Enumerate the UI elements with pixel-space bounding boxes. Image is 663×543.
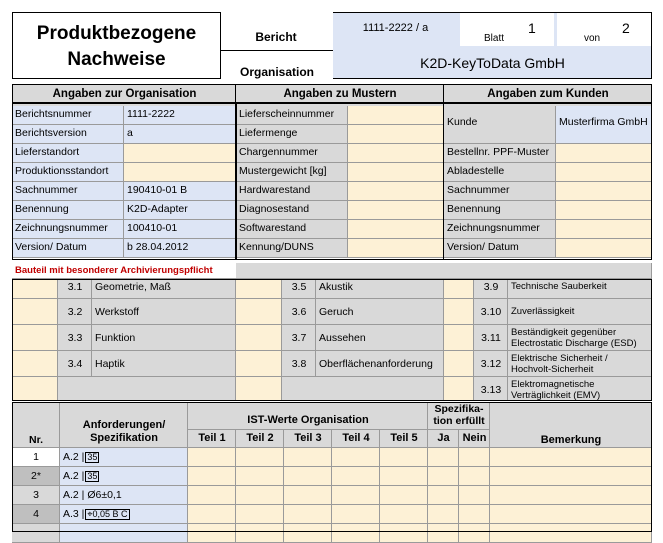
category-checkbox[interactable] [444, 351, 474, 377]
row-spec-text: A.2 | Ø6±0,1 [63, 489, 122, 501]
section-org: Angaben zur Organisation [12, 84, 236, 103]
org-row-value[interactable]: K2D-Adapter [124, 201, 236, 220]
muster-row-label: Chargennummer [236, 144, 348, 163]
kunde-row-label: Abladestelle [444, 163, 556, 182]
muster-row-value[interactable] [348, 144, 444, 163]
category-number: 3.7 [282, 325, 316, 351]
org-row-value[interactable]: 190410-01 B [124, 182, 236, 201]
von-label: von [584, 33, 601, 44]
teil-value-cell[interactable] [188, 524, 236, 543]
bemerkung-cell[interactable] [490, 486, 652, 505]
category-label: Werkstoff [92, 299, 236, 325]
org-row-label: Berichtsnummer [12, 106, 124, 125]
tolerance-box: 35 [87, 471, 98, 481]
kunde-row-label: Bestellnr. PPF-Muster [444, 144, 556, 163]
org-row-value[interactable]: b 28.04.2012 [124, 239, 236, 258]
kunde-row-label: Kunde [444, 106, 556, 144]
category-checkbox[interactable] [236, 325, 282, 351]
muster-row-label: Mustergewicht [kg] [236, 163, 348, 182]
ja-checkbox[interactable] [428, 486, 459, 505]
nein-checkbox[interactable] [459, 505, 490, 524]
category-checkbox[interactable] [12, 377, 58, 401]
teil-value-cell[interactable] [236, 505, 284, 524]
category-checkbox[interactable] [236, 351, 282, 377]
category-label-line1: Technische Sauberkeit [511, 281, 607, 292]
org-row-value[interactable] [124, 144, 236, 163]
teil-value-cell[interactable] [284, 486, 332, 505]
muster-row-label: Kennung/DUNS [236, 239, 348, 258]
category-number: 3.10 [474, 299, 508, 325]
kunde-row-value[interactable] [556, 163, 652, 182]
row-number: 4 [12, 505, 60, 524]
teil-value-cell[interactable] [380, 467, 428, 486]
org-row-value[interactable]: 100410-01 [124, 220, 236, 239]
blatt-box [460, 13, 554, 46]
teil-value-cell[interactable] [380, 486, 428, 505]
category-checkbox[interactable] [236, 377, 282, 401]
teil-value-cell[interactable] [188, 486, 236, 505]
teil-value-cell[interactable] [188, 467, 236, 486]
org-row-value[interactable] [124, 163, 236, 182]
teil-value-cell[interactable] [236, 448, 284, 467]
info-spacer [12, 103, 652, 106]
category-number: 3.9 [474, 279, 508, 299]
row-spec[interactable] [60, 505, 188, 524]
category-label-line2: Electrostatic Discharge (ESD) [511, 338, 637, 349]
category-label [508, 299, 652, 325]
row-number: 3 [12, 486, 60, 505]
row-spec[interactable] [60, 524, 188, 543]
teil-value-cell[interactable] [284, 505, 332, 524]
org-row-label: Lieferstandort [12, 144, 124, 163]
title-line2: Nachweise [67, 49, 166, 70]
teil-header: Teil 2 [236, 430, 284, 448]
org-row-label: Benennung [12, 201, 124, 220]
teil-value-cell[interactable] [332, 467, 380, 486]
kunde-row-label: Benennung [444, 201, 556, 220]
category-label: Geruch [316, 299, 444, 325]
kunde-row-value[interactable] [556, 239, 652, 258]
teil-value-cell[interactable] [188, 448, 236, 467]
muster-row-value[interactable] [348, 182, 444, 201]
organisation-label: Organisation [239, 65, 314, 79]
category-label: Geometrie, Maß [92, 279, 236, 299]
category-checkbox[interactable] [444, 325, 474, 351]
category-checkbox[interactable] [444, 279, 474, 299]
category-label-line1: Elektromagnetische [511, 379, 595, 390]
org-row-value[interactable]: a [124, 125, 236, 144]
teil-value-cell[interactable] [236, 524, 284, 543]
teil-value-cell[interactable] [380, 505, 428, 524]
category-label-line2: Verträglichkeit (EMV) [511, 390, 601, 401]
anforderungen-header [60, 402, 188, 448]
muster-row-label: Softwarestand [236, 220, 348, 239]
category-label: Akustik [316, 279, 444, 299]
ja-checkbox[interactable] [428, 467, 459, 486]
category-number: 3.13 [474, 377, 508, 401]
category-number: 3.5 [282, 279, 316, 299]
spezifikation-header-line: tion erfüllt [433, 415, 485, 427]
row-spec-text: A.2 | [63, 470, 85, 482]
category-checkbox[interactable] [444, 299, 474, 325]
category-checkbox[interactable] [444, 377, 474, 401]
ja-checkbox[interactable] [428, 448, 459, 467]
ist-werte-header: IST-Werte Organisation [188, 402, 428, 430]
blatt-label: Blatt [484, 33, 505, 44]
category-checkbox[interactable] [12, 279, 58, 299]
bemerkung-cell[interactable] [490, 448, 652, 467]
category-label: Oberflächenanforderung [316, 351, 444, 377]
bemerkung-header: Bemerkung [490, 402, 652, 448]
muster-row-value[interactable] [348, 201, 444, 220]
nr-header: Nr. [12, 402, 60, 448]
muster-row-value[interactable] [348, 220, 444, 239]
kunde-row-value[interactable] [556, 220, 652, 239]
header-divider [221, 50, 333, 51]
category-label: Haptik [92, 351, 236, 377]
section-kunde: Angaben zum Kunden [444, 84, 652, 103]
row-spec[interactable] [60, 467, 188, 486]
von-value: 2 [622, 20, 630, 36]
category-label-line1: Zuverlässigkeit [511, 306, 575, 317]
muster-row-value[interactable] [348, 163, 444, 182]
teil-value-cell[interactable] [332, 524, 380, 543]
org-row-label: Sachnummer [12, 182, 124, 201]
muster-row-label: Lieferscheinnummer [236, 106, 348, 125]
title-line1: Produktbezogene [36, 23, 197, 44]
archiv-fill [236, 263, 652, 279]
category-label [508, 377, 652, 401]
tolerance-box: 35 [87, 452, 98, 462]
von-box [557, 13, 651, 46]
muster-row-label: Liefermenge [236, 125, 348, 144]
category-number: 3.3 [58, 325, 92, 351]
nein-checkbox[interactable] [459, 486, 490, 505]
category-label: Aussehen [316, 325, 444, 351]
category-number: 3.1 [58, 279, 92, 299]
nein-header: Nein [459, 430, 490, 448]
section-muster: Angaben zu Mustern [236, 84, 444, 103]
company-name: K2D-KeyToData GmbH [420, 55, 565, 71]
blatt-value: 1 [528, 20, 536, 36]
category-number: 3.4 [58, 351, 92, 377]
teil-value-cell[interactable] [284, 524, 332, 543]
category-label [508, 325, 652, 351]
category-checkbox[interactable] [12, 299, 58, 325]
teil-value-cell[interactable] [188, 505, 236, 524]
category-checkbox[interactable] [12, 325, 58, 351]
category-label-line1: Beständigkeit gegenüber [511, 327, 617, 338]
row-spec-text: A.2 | [63, 451, 85, 463]
category-label [508, 351, 652, 377]
category-number: 3.11 [474, 325, 508, 351]
category-empty [58, 377, 236, 401]
org-row-label: Berichtsversion [12, 125, 124, 144]
category-number: 3.8 [282, 351, 316, 377]
category-label: Funktion [92, 325, 236, 351]
org-row-value[interactable]: 1111-2222 [124, 106, 236, 125]
row-spec-text: A.3 | [63, 508, 85, 520]
category-checkbox[interactable] [236, 299, 282, 325]
teil-value-cell[interactable] [380, 524, 428, 543]
teil-header: Teil 4 [332, 430, 380, 448]
row-number: 1 [12, 448, 60, 467]
spezifikation-header-line: Spezifika- [434, 403, 484, 415]
kunde-row-value[interactable] [556, 144, 652, 163]
category-number: 3.12 [474, 351, 508, 377]
row-spec[interactable] [60, 486, 188, 505]
category-checkbox[interactable] [12, 351, 58, 377]
muster-row-value[interactable] [348, 239, 444, 258]
teil-header: Teil 1 [188, 430, 236, 448]
kunde-row-label: Sachnummer [444, 182, 556, 201]
category-number: 3.6 [282, 299, 316, 325]
category-label [508, 279, 652, 299]
teil-value-cell[interactable] [380, 448, 428, 467]
row-number [12, 524, 60, 543]
org-row-label: Zeichnungsnummer [12, 220, 124, 239]
row-number: 2* [12, 467, 60, 486]
muster-row-value[interactable] [348, 106, 444, 125]
anforderungen-header-line: Anforderungen/ [82, 419, 166, 431]
teil-value-cell[interactable] [332, 448, 380, 467]
teil-value-cell[interactable] [284, 448, 332, 467]
bemerkung-cell[interactable] [490, 505, 652, 524]
category-empty [282, 377, 444, 401]
row-spec[interactable] [60, 448, 188, 467]
teil-header: Teil 5 [380, 430, 428, 448]
teil-value-cell[interactable] [332, 486, 380, 505]
nein-checkbox[interactable] [459, 467, 490, 486]
category-number: 3.2 [58, 299, 92, 325]
teil-value-cell[interactable] [284, 467, 332, 486]
muster-row-value[interactable] [348, 125, 444, 144]
muster-row-label: Hardwarestand [236, 182, 348, 201]
category-label-line2: Hochvolt-Sicherheit [511, 364, 594, 375]
kunde-row-label: Zeichnungsnummer [444, 220, 556, 239]
teil-header: Teil 3 [284, 430, 332, 448]
anforderungen-header-line: Spezifikation [90, 432, 158, 444]
kunde-row-value[interactable]: Musterfirma GmbH [556, 106, 652, 144]
teil-value-cell[interactable] [332, 505, 380, 524]
teil-value-cell[interactable] [236, 486, 284, 505]
report-number: 1111-2222 / a [362, 22, 429, 34]
muster-row-label: Diagnosestand [236, 201, 348, 220]
ja-checkbox[interactable] [428, 505, 459, 524]
ja-header: Ja [428, 430, 459, 448]
spezifikation-header [428, 402, 490, 430]
title-cell [12, 12, 221, 79]
org-row-label: Version/ Datum [12, 239, 124, 258]
kunde-row-label: Version/ Datum [444, 239, 556, 258]
org-row-label: Produktionsstandort [12, 163, 124, 182]
archiv-label: Bauteil mit besonderer Archivierungspflicht [12, 263, 236, 279]
kunde-row-value[interactable] [556, 201, 652, 220]
kunde-row-value[interactable] [556, 182, 652, 201]
ja-checkbox[interactable] [428, 524, 459, 543]
tolerance-box: ⌖0,05 B C [87, 509, 128, 519]
category-label-line1: Elektrische Sicherheit / [511, 353, 608, 364]
bericht-label: Bericht [255, 30, 297, 44]
bemerkung-cell[interactable] [490, 524, 652, 543]
nein-checkbox[interactable] [459, 524, 490, 543]
bemerkung-cell[interactable] [490, 467, 652, 486]
category-checkbox[interactable] [236, 279, 282, 299]
nein-checkbox[interactable] [459, 448, 490, 467]
teil-value-cell[interactable] [236, 467, 284, 486]
